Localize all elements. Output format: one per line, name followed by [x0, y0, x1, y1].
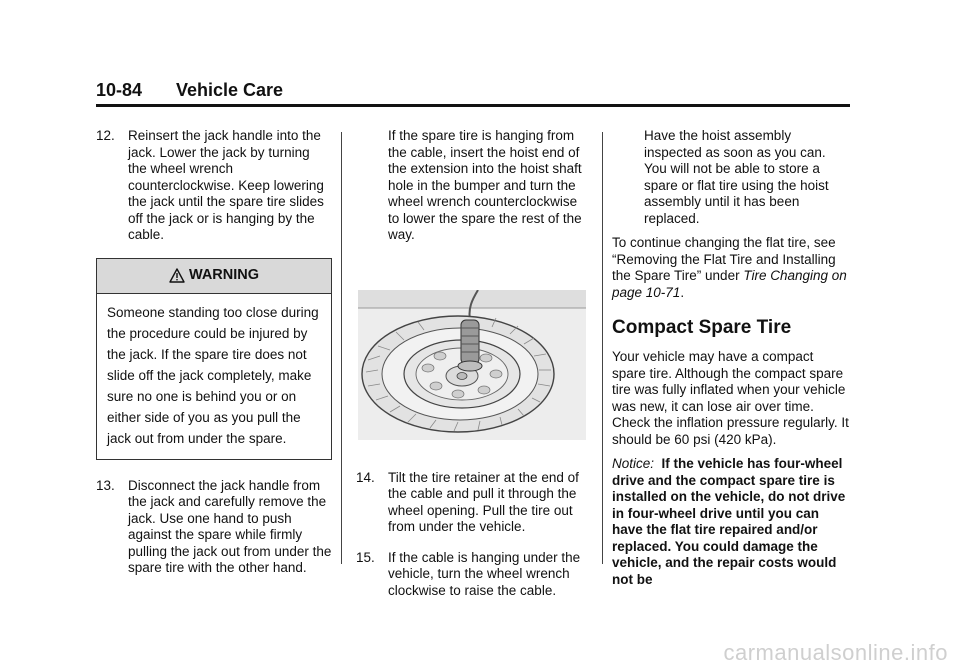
column-2: [356, 128, 591, 613]
step-text: Reinsert the jack handle into the jack. Lower the jack by turning the wheel wrench counterclockwise. Keep lowering the jack until the spare tire slides off the jack or is hanging by the cable.: [128, 128, 324, 242]
continue-end: .: [680, 284, 685, 300]
continue-text: To continue changing the flat tire, see “Removing the Flat Tire and Installing the Spare Tire” under: [612, 235, 836, 283]
page-number: 10-84: [96, 80, 143, 100]
section-paragraph: Your vehicle may have a compact spare tire. Although the compact spare tire was fully inflated when your vehicle was new, it can lose air over time. Check the inflation pressure regularly. It should be 60 psi (420 kPa).: [612, 349, 849, 447]
step-15-continuation: Have the hoist assembly inspected as soon as you can. You will not be able to store a spare or flat tire using the hoist assembly until it has been replaced.: [644, 128, 829, 226]
warning-body: Someone standing too close during the procedure could be injured by the jack. If the spare tire does not slide off the jack completely, make sure no one is behind you or on either side of you as you pull the jack out from under the spare.: [107, 304, 319, 446]
column-1: [96, 128, 332, 591]
warning-title: WARNING: [188, 267, 260, 284]
column-3: [612, 128, 850, 596]
column-divider: [602, 132, 603, 564]
notice-label: Notice:: [612, 456, 655, 471]
step-number: 12.: [96, 128, 115, 143]
header-rule: [96, 104, 850, 107]
continue-paragraph: [612, 235, 850, 301]
step-text: Disconnect the jack handle from the jack and carefully remove the jack. Use one hand to push against the spare while firmly pulling the jack out from under the spare tire with the other hand.: [128, 477, 332, 575]
section-header-title: Vehicle Care: [176, 80, 284, 100]
section-heading: Compact Spare Tire: [612, 317, 792, 338]
warning-triangle-icon: [169, 268, 185, 283]
watermark: carmanualsonline.info: [723, 640, 948, 665]
step-number: 15.: [356, 549, 375, 565]
warning-box: [96, 258, 332, 460]
step-text: If the cable is hanging under the vehicle, turn the wheel wrench clockwise to raise the cable.: [388, 549, 581, 598]
step-number: 13.: [96, 477, 115, 493]
page-reference-link[interactable]: Tire Changing on page 10-71: [612, 268, 847, 300]
step-number: 14.: [356, 469, 375, 485]
spare-tire-illustration: [358, 290, 586, 440]
page-header: [96, 80, 850, 106]
step-13: [96, 478, 332, 577]
step-12: [96, 128, 332, 244]
warning-header: [97, 259, 331, 294]
step-15: [356, 550, 591, 600]
step-text: Tilt the tire retainer at the end of the cable and pull it through the wheel opening. Pull the tire out from under the vehicle.: [388, 469, 579, 534]
notice-paragraph: [612, 456, 850, 588]
notice-text: If the vehicle has four-wheel drive and the compact spare tire is installed on the vehicle, do not drive in four-wheel drive until you can have the flat tire repaired and/or replaced. You could damage the vehicle, and the repair costs would not be: [612, 456, 846, 587]
column-divider: [341, 132, 342, 564]
tire-hoist-drawing: [358, 290, 586, 440]
step-14: [356, 470, 591, 536]
step-12-continuation: If the spare tire is hanging from the cable, insert the hoist end of the extension into the hoist shaft hole in the bumper and turn the wheel wrench counterclockwise to lower the spare the rest of the way.: [388, 128, 582, 242]
